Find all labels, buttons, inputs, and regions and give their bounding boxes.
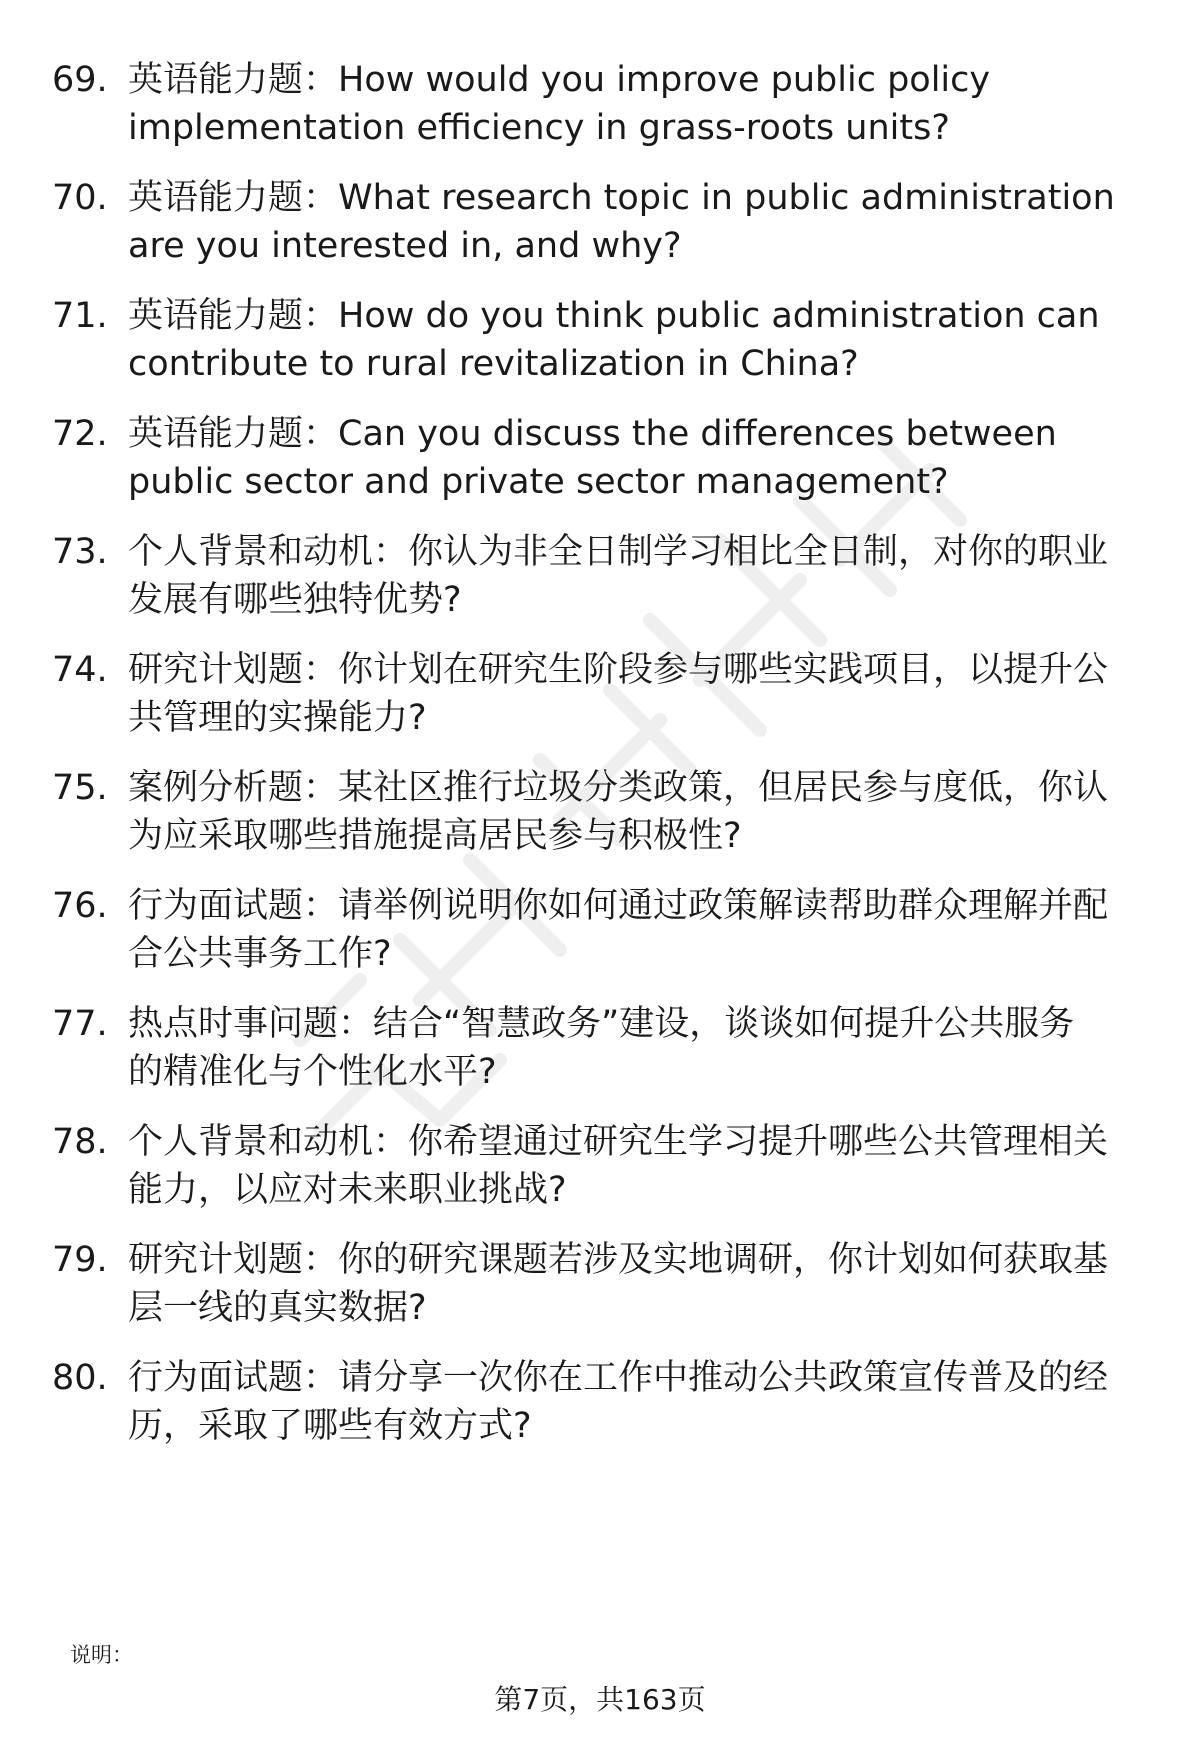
question-line: 行为面试题：请举例说明你如何通过政策解读帮助群众理解并配	[128, 886, 1109, 926]
question-line: 发展有哪些独特优势?	[128, 580, 462, 620]
question-line: 个人背景和动机：你希望通过研究生学习提升哪些公共管理相关	[128, 1122, 1109, 1162]
question-line: 个人背景和动机：你认为非全日制学习相比全日制，对你的职业	[128, 532, 1109, 572]
question-line: 研究计划题：你计划在研究生阶段参与哪些实践项目，以提升公	[128, 650, 1109, 690]
question-text	[128, 528, 1148, 624]
question-text	[128, 174, 1148, 270]
question-text	[128, 1354, 1148, 1450]
question-line: 共管理的实操能力?	[128, 698, 427, 738]
question-line: 案例分析题：某社区推行垃圾分类政策，但居民参与度低，你认	[128, 768, 1109, 808]
question-line: implementation efficiency in grass-roots units?	[128, 108, 950, 148]
question-line: 行为面试题：请分享一次你在工作中推动公共政策宣传普及的经	[128, 1358, 1109, 1398]
question-number: 73.	[52, 532, 108, 572]
question-number: 72.	[52, 414, 108, 454]
question-line: 研究计划题：你的研究课题若涉及实地调研，你计划如何获取基	[128, 1240, 1109, 1280]
question-text	[128, 764, 1148, 860]
question-line: public sector and private sector management?	[128, 462, 949, 502]
question-line: are you interested in, and why?	[128, 226, 682, 266]
question-line: 合公共事务工作?	[128, 934, 392, 974]
question-number: 77.	[52, 1004, 108, 1044]
question-line: 热点时事问题：结合“智慧政务”建设，谈谈如何提升公共服务	[128, 1004, 1075, 1044]
question-line: 英语能力题：How do you think public administration can	[128, 296, 1100, 336]
question-number: 79.	[52, 1240, 108, 1280]
page-footer: 第7页，共163页	[494, 1683, 706, 1716]
question-line: 历，采取了哪些有效方式?	[128, 1406, 532, 1446]
question-text	[128, 1236, 1148, 1332]
question-number: 76.	[52, 886, 108, 926]
question-number: 70.	[52, 178, 108, 218]
question-text	[128, 646, 1148, 742]
question-number: 78.	[52, 1122, 108, 1162]
question-text	[128, 56, 1148, 152]
question-text	[128, 410, 1148, 506]
question-line: 为应采取哪些措施提高居民参与积极性?	[128, 816, 742, 856]
question-line: 能力，以应对未来职业挑战?	[128, 1170, 567, 1210]
question-text	[128, 292, 1148, 388]
note-label: 说明：	[70, 1643, 133, 1667]
question-number: 69.	[52, 60, 108, 100]
question-number: 74.	[52, 650, 108, 690]
question-text	[128, 1118, 1148, 1214]
question-text	[128, 882, 1148, 978]
question-number: 75.	[52, 768, 108, 808]
question-number: 80.	[52, 1358, 108, 1398]
question-line: 英语能力题：What research topic in public administration	[128, 178, 1115, 218]
question-number: 71.	[52, 296, 108, 336]
question-line: 英语能力题：How would you improve public policy	[128, 60, 991, 100]
question-line: 的精准化与个性化水平?	[128, 1052, 497, 1092]
question-text	[128, 1000, 1148, 1096]
question-line: contribute to rural revitalization in China?	[128, 344, 859, 384]
question-line: 英语能力题：Can you discuss the differences between	[128, 414, 1057, 454]
question-line: 层一线的真实数据?	[128, 1288, 427, 1328]
